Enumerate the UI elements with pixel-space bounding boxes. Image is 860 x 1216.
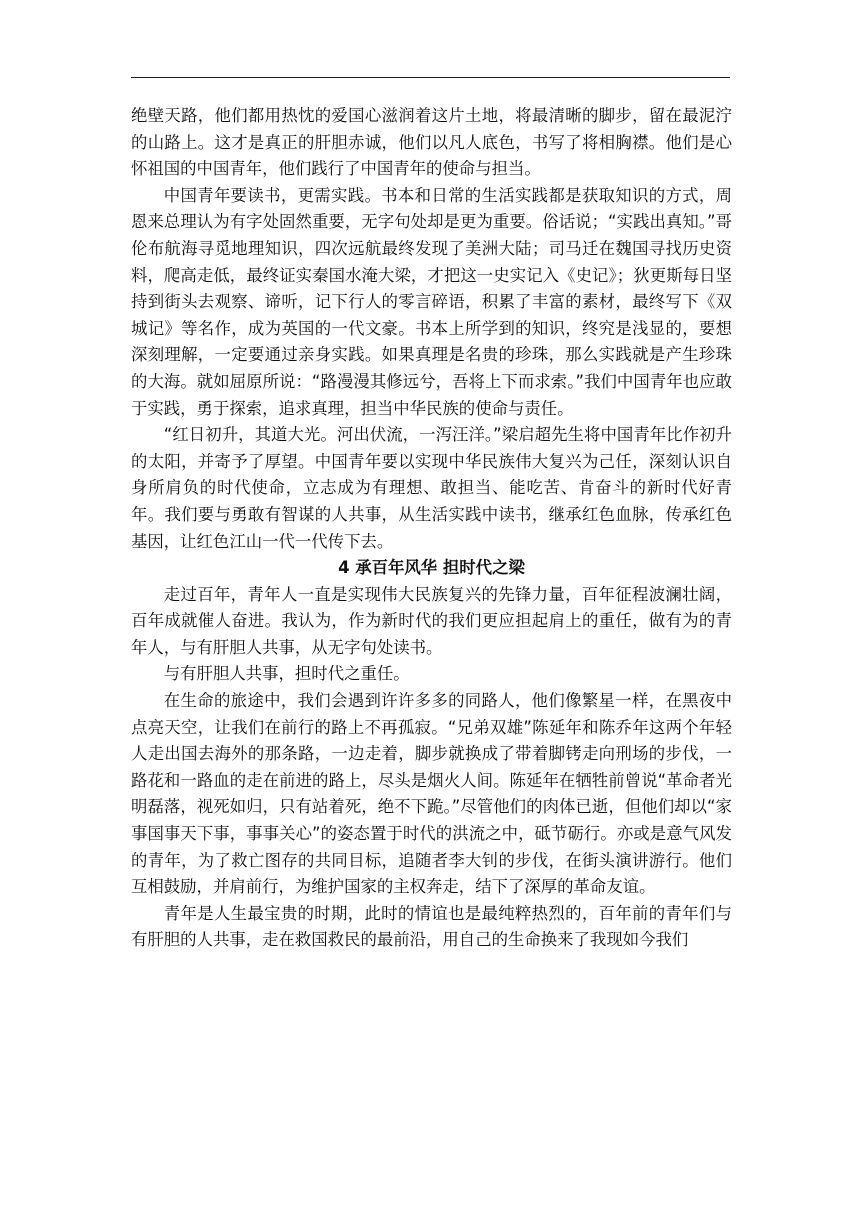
section-heading: 4 承百年风华 担时代之梁 <box>338 558 525 578</box>
paragraph-liang-qichao: “红日初升，其道大光。河出伏流，一泻汪洋。”梁启超先生将中国青年比作初升的太阳，并寄予了厚望。中国青年要以实现中华民族伟大复兴为己任，深刻认识自身所肩负的时代使命，立志成为有理想、敢担当、能吃苦、肯奋斗的新时代好青年。我们要与勇敢有智谋的人共事，从生活实践中读书，继承红色血脉，传承红色基因，让红色江山一代一代传下去。 <box>131 425 732 551</box>
paragraph-continuation: 绝壁天路，他们都用热忱的爱国心滋润着这片土地，将最清晰的脚步，留在最泥泞的山路上。这才是真正的肝胆赤诚，他们以凡人底色，书写了将相胸襟。他们是心怀祖国的中国青年，他们践行了中国青年的使命与担当。 <box>131 106 732 179</box>
document-body <box>131 103 732 954</box>
paragraph-chen-brothers: 在生命的旅途中，我们会遇到许许多多的同路人，他们像繁星一样，在黑夜中点亮天空，让我们在前行的路上不再孤寂。“兄弟双雄”陈延年和陈乔年这两个年轻人走出国去海外的那条路，一边走着，脚步就换成了带着脚铐走向刑场的步伐，一路花和一路血的走在前进的路上，尽头是烟火人间。陈延年在牺牲前曾说“革命者光明磊落，视死如归，只有站着死，绝不下跪。”尽管他们的肉体已逝，但他们却以“家事国事天下事，事事关心”的姿态置于时代的洪流之中，砥节砺行。亦或是意气风发的青年，为了救亡图存的共同目标，追随者李大钊的步伐，在街头演讲游行。他们互相鼓励，并肩前行，为维护国家的主权奔走，结下了深厚的革命友谊。 <box>131 691 732 897</box>
header-rule <box>131 77 730 78</box>
paragraph-practice: 中国青年要读书，更需实践。书本和日常的生活实践都是获取知识的方式，周恩来总理认为有字处固然重要，无字句处却是更为重要。俗话说；“实践出真知。”哥伦布航海寻觅地理知识，四次远航最终发现了美洲大陆；司马迁在魏国寻找历史资料，爬高走低，最终证实秦国水淹大梁，才把这一史实记入《史记》；狄更斯每日坚持到街头去观察、谛听，记下行人的零言碎语，积累了丰富的素材，最终写下《双城记》等名作，成为英国的一代文豪。书本上所学到的知识，终究是浅显的，要想深刻理解，一定要通过亲身实践。如果真理是名贵的珍珠，那么实践就是产生珍珠的大海。就如屈原所说：“路漫漫其修远兮，吾将上下而求索。”我们中国青年也应敢于实践，勇于探索，追求真理，担当中华民族的使命与责任。 <box>131 185 732 418</box>
paragraph-subheading-colleagues: 与有肝胆人共事，担时代之重任。 <box>163 664 410 684</box>
paragraph-youth-friendship: 青年是人生最宝贵的时期，此时的情谊也是最纯粹热烈的，百年前的青年们与有肝胆的人共事，走在救国救民的最前沿，用自己的生命换来了我现如今我们 <box>131 903 732 950</box>
paragraph-century: 走过百年，青年人一直是实现伟大民族复兴的先锋力量，百年征程波澜壮阔，百年成就催人奋进。我认为，作为新时代的我们更应担起肩上的重任，做有为的青年人，与有肝胆人共事，从无字句处读书。 <box>131 584 732 657</box>
